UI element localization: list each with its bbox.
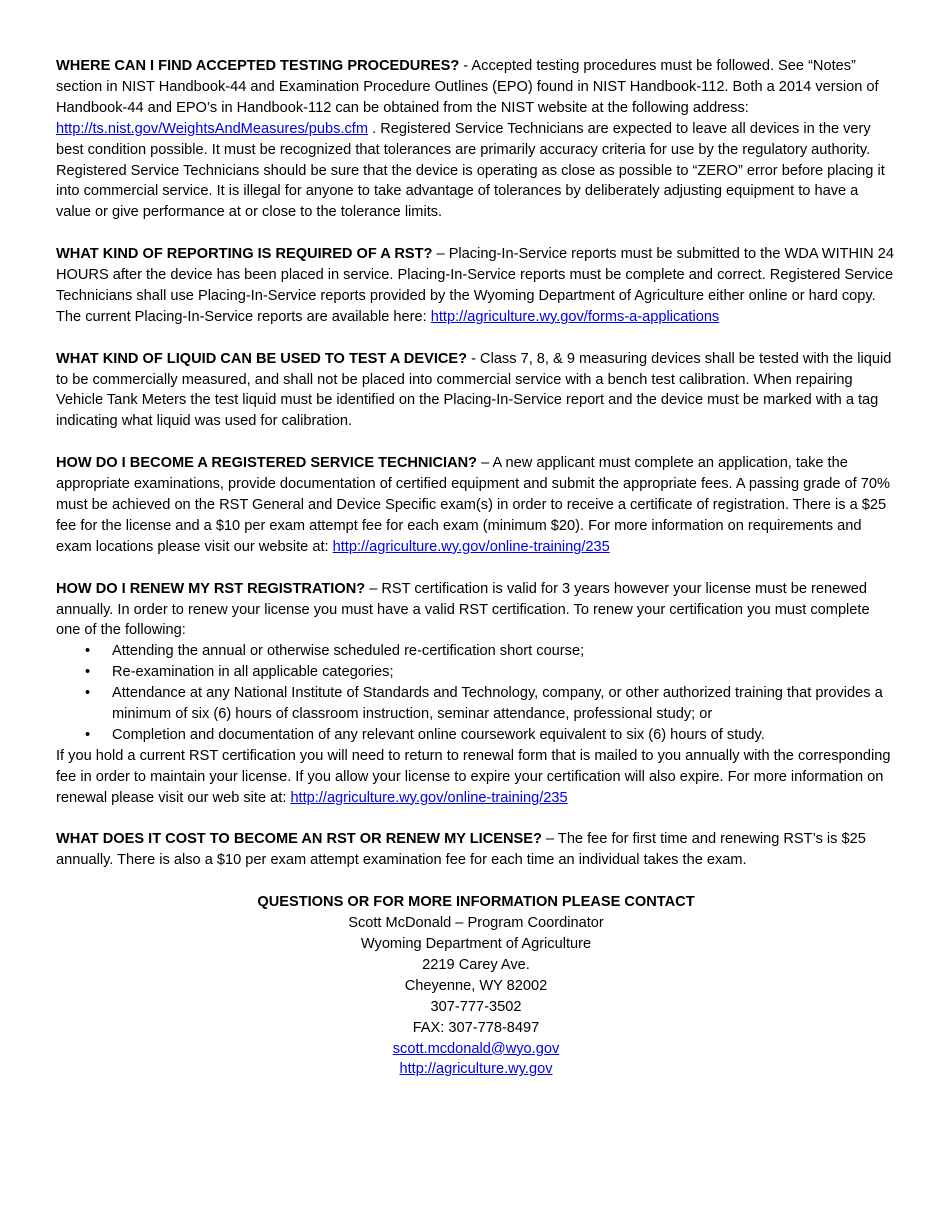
answer-text-continued: . Registered Service Technicians are expected to leave all devices in the very best condition possible. It must be recognized that tolerances are primarily accuracy criteria for use by the regulatory authority. Registered Service Technicians should be sure that the device is operating as close as possible to “ZERO” error before placing it into commercial service. It is illegal for anyone to take advantage of tolerances by deliberately adjusting equipment to have a value or give performance at or close to the tolerance limits. <box>56 120 885 221</box>
list-item-text: Attending the annual or otherwise scheduled re-certification short course; <box>112 643 585 660</box>
list-item-text: Attendance at any National Institute of Standards and Technology, company, or other authorized training that provides a minimum of six (6) hours of classroom instruction, seminar attendance, professional study; or <box>112 685 883 723</box>
bullet-icon: • <box>85 643 91 660</box>
contact-website-link[interactable]: http://agriculture.wy.gov <box>399 1061 553 1078</box>
section-testing-procedures <box>56 56 896 223</box>
forms-applications-link[interactable]: http://agriculture.wy.gov/forms-a-applications <box>430 308 720 325</box>
renewal-options-list <box>56 641 896 746</box>
answer-text: – RST certification is valid for 3 years however your license must be renewed annually. In order to renew your license you must have a valid RST certification. To renew your certification you must complete one of the following: <box>56 580 870 639</box>
renewal-training-link[interactable]: http://agriculture.wy.gov/online-training/235 <box>290 789 568 806</box>
list-item <box>56 662 896 683</box>
question-heading: HOW DO I RENEW MY RST REGISTRATION? <box>56 580 366 597</box>
nist-pubs-link[interactable]: http://ts.nist.gov/WeightsAndMeasures/pubs.cfm <box>56 120 369 137</box>
section-renew-registration <box>56 579 896 809</box>
bullet-icon: • <box>85 685 91 702</box>
list-item <box>56 641 896 662</box>
answer-text: – The fee for first time and renewing RST’s is $25 annually. There is also a $10 per exam attempt examination fee for each time an individual takes the exam. <box>56 831 866 869</box>
bullet-icon: • <box>85 664 91 681</box>
section-test-liquid <box>56 349 896 433</box>
question-heading: HOW DO I BECOME A REGISTERED SERVICE TECHNICIAN? <box>56 455 478 472</box>
answer-text: - Class 7, 8, & 9 measuring devices shall be tested with the liquid to be commercially measured, and shall not be placed into commercial service with a bench test calibration. When repairing Vehicle Tank Meters the test liquid must be identified on the Placing-In-Service report and the device must be marked with a tag indicating what liquid was used for calibration. <box>56 350 892 430</box>
document-page <box>56 56 896 1080</box>
list-item-text: Re-examination in all applicable categories; <box>112 664 394 681</box>
renewal-info-text: If you hold a current RST certification you will need to return to renewal form that is mailed to you annually with the corresponding fee in order to maintain your license. If you allow your license to expire your certification will also expire. For more information on renewal please visit our web site at: <box>56 747 891 806</box>
contact-heading: QUESTIONS OR FOR MORE INFORMATION PLEASE CONTACT <box>257 894 695 911</box>
list-item-text: Completion and documentation of any relevant online coursework equivalent to six (6) hours of study. <box>112 726 765 743</box>
section-become-technician <box>56 453 896 558</box>
section-cost <box>56 829 896 871</box>
contact-street: 2219 Carey Ave. <box>422 956 530 973</box>
list-item <box>56 725 896 746</box>
contact-name: Scott McDonald – Program Coordinator <box>348 915 604 932</box>
answer-text: - Accepted testing procedures must be followed. See “Notes” section in NIST Handbook-44 and Examination Procedure Outlines (EPO) found in NIST Handbook-112. Both a 2014 version of Handbook-44 and EPO’s in Handbook-112 can be obtained from the NIST website at the following address: <box>56 58 879 116</box>
answer-text: – A new applicant must complete an application, take the appropriate examinations, provide documentation of certified equipment and submit the appropriate fees. A passing grade of 70% must be achieved on the RST General and Device Specific exam(s) in order to receive a certificate of registration. There is a $25 fee for the license and a $10 per exam attempt fee for each exam (minimum $20). For more information on requirements and exam locations please visit our website at: <box>56 455 890 555</box>
section-reporting <box>56 244 896 328</box>
contact-organization: Wyoming Department of Agriculture <box>360 935 592 952</box>
question-heading: WHAT KIND OF REPORTING IS REQUIRED OF A RST? <box>56 246 433 263</box>
contact-fax: FAX: 307-778-8497 <box>412 1019 540 1036</box>
contact-city: Cheyenne, WY 82002 <box>404 977 548 994</box>
question-heading: WHAT KIND OF LIQUID CAN BE USED TO TEST A DEVICE? <box>56 350 468 367</box>
contact-block <box>56 892 896 1080</box>
question-heading: WHERE CAN I FIND ACCEPTED TESTING PROCEDURES? <box>56 58 460 74</box>
contact-email-link[interactable]: scott.mcdonald@wyo.gov <box>392 1040 560 1057</box>
online-training-link[interactable]: http://agriculture.wy.gov/online-training/235 <box>332 538 610 555</box>
list-item <box>56 683 896 725</box>
answer-text: – Placing-In-Service reports must be submitted to the WDA WITHIN 24 HOURS after the device has been placed in service. Placing-In-Service reports must be complete and correct. Registered Service Technicians shall use Placing-In-Service reports provided by the Wyoming Department of Agriculture either online or hard copy. The current Placing-In-Service reports are available here: <box>56 246 894 325</box>
question-heading: WHAT DOES IT COST TO BECOME AN RST OR RENEW MY LICENSE? <box>56 831 542 848</box>
bullet-icon: • <box>85 726 91 743</box>
contact-phone: 307-777-3502 <box>430 998 522 1015</box>
